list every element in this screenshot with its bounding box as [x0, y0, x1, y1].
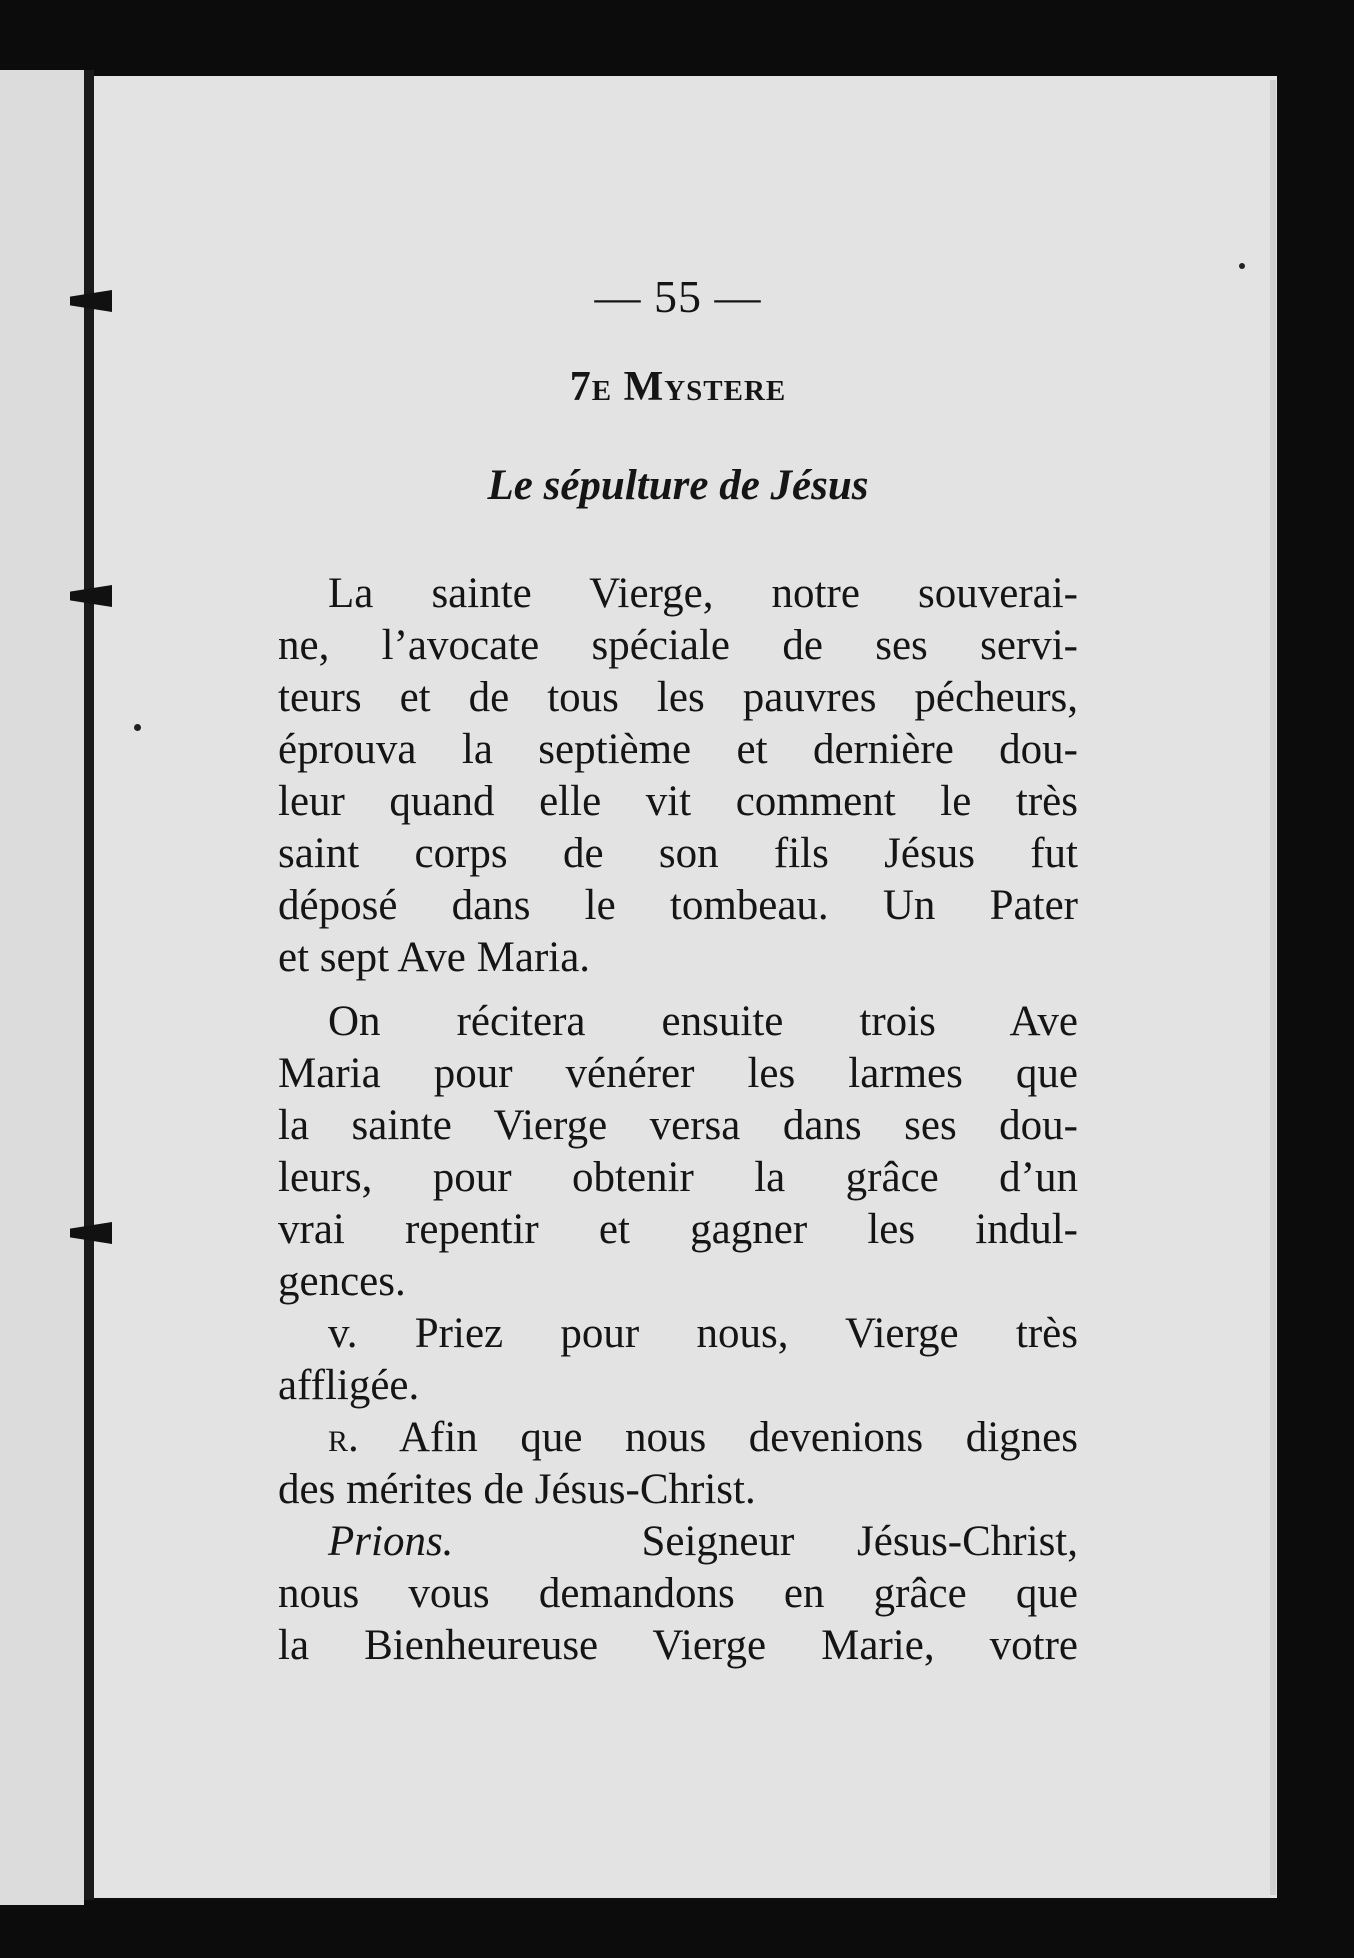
text-line: déposé dans le tombeau. Un Pater — [278, 882, 1078, 929]
text-line — [278, 1516, 1078, 1568]
response-marker: r. — [328, 1414, 359, 1461]
mystery-heading: 7e Mystere — [569, 364, 787, 410]
text-line: teurs et de tous les pauvres pécheurs, — [278, 674, 1078, 721]
text-line: La sainte Vierge, notre souverai- — [328, 570, 1078, 617]
page-edge-shadow — [1270, 80, 1276, 1895]
text-line: saint corps de son fils Jésus fut — [278, 830, 1078, 877]
scan-speck — [134, 724, 141, 731]
text-line: leur quand elle vit comment le très — [278, 778, 1078, 825]
scan-speck — [1239, 263, 1245, 269]
previous-page-edge — [0, 70, 84, 1905]
text-line: ne, l’avocate spéciale de ses servi- — [278, 622, 1078, 669]
text-line: nous vous demandons en grâce que — [278, 1570, 1078, 1617]
text-line: gences. — [278, 1258, 406, 1305]
mystery-subtitle: Le sépulture de Jésus — [487, 462, 869, 509]
versicle-marker: v. — [328, 1310, 358, 1357]
text-line: et sept Ave Maria. — [278, 934, 591, 981]
text-line: vrai repentir et gagner les indul- — [278, 1206, 1078, 1253]
text-line: Maria pour vénérer les larmes que — [278, 1050, 1078, 1097]
prayer — [278, 1516, 1078, 1672]
text-line: affligée. — [278, 1362, 420, 1409]
response-text: Afin que nous devenions dignes — [398, 1414, 1078, 1461]
versicle — [278, 1308, 1078, 1412]
binding-spine — [84, 70, 94, 1900]
text-line: la Bienheureuse Vierge Marie, votre — [278, 1622, 1078, 1669]
text-line — [278, 1308, 1078, 1360]
page-content — [278, 270, 1078, 1672]
text-line: On récitera ensuite trois Ave — [328, 998, 1078, 1045]
prayer-text: Seigneur Jésus-Christ, — [641, 1518, 1078, 1565]
prayer-marker: Prions. — [328, 1518, 454, 1565]
paragraph-sorrow — [278, 568, 1078, 984]
response — [278, 1412, 1078, 1516]
text-line: leurs, pour obtenir la grâce d’un — [278, 1154, 1078, 1201]
text-line — [278, 1412, 1078, 1464]
text-line: éprouva la septième et dernière dou- — [278, 726, 1078, 773]
paragraph-ave-maria — [278, 996, 1078, 1308]
page-number: — 55 — — [594, 271, 762, 322]
text-line: des mérites de Jésus-Christ. — [278, 1466, 756, 1513]
text-line: la sainte Vierge versa dans ses dou- — [278, 1102, 1078, 1149]
versicle-text: Priez pour nous, Vierge très — [414, 1310, 1078, 1357]
